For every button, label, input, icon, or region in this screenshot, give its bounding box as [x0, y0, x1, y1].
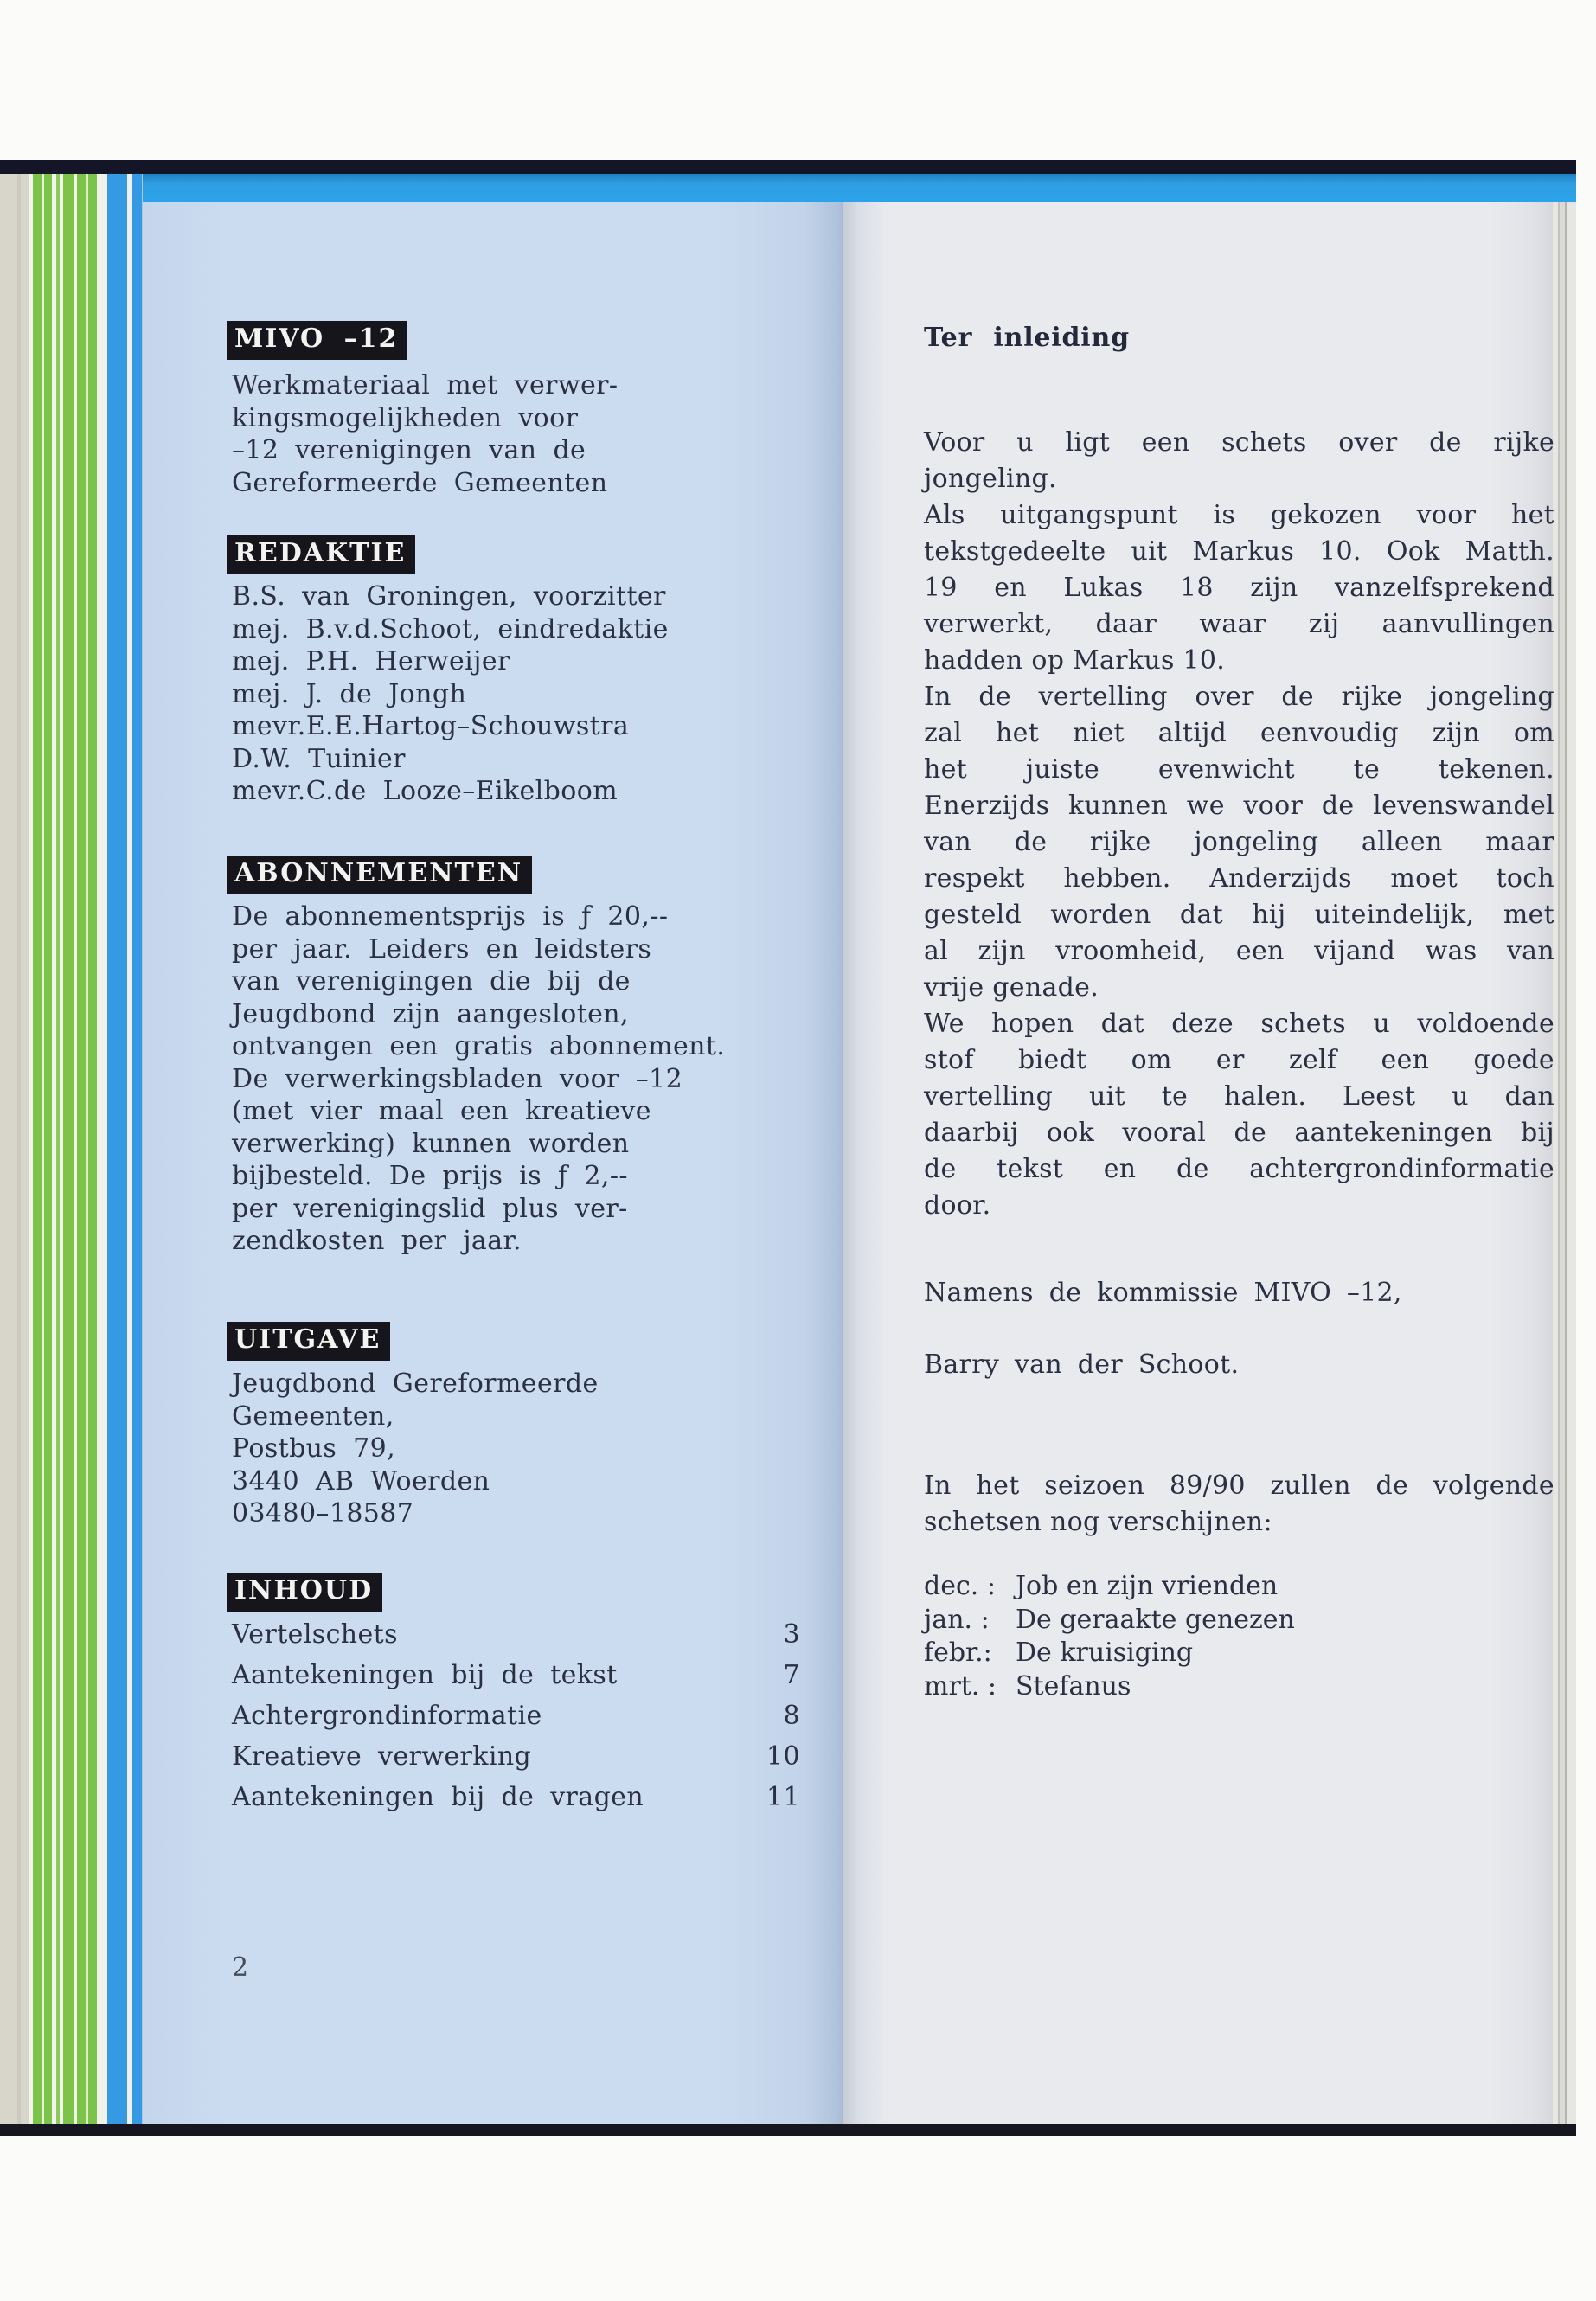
spine-stripes	[0, 174, 143, 2124]
editor-name: D.W. Tuinier	[232, 743, 406, 774]
redaktie-list	[232, 580, 669, 808]
schedule-title: Job en zijn vrienden	[1016, 1571, 1279, 1601]
text-line: de tekst en de achtergrondinformatie	[924, 1154, 1554, 1184]
text-line: ontvangen een gratis abonnement.	[232, 1031, 726, 1061]
mivo-description	[232, 369, 618, 499]
text-line: In de vertelling over de rijke jongeling	[924, 682, 1554, 712]
season-announcement	[924, 1468, 1554, 1541]
editor-name: mej. P.H. Herweijer	[232, 646, 510, 676]
page-number: 2	[232, 1952, 250, 1983]
text-line: In het seizoen 89/90 zullen de volgende	[924, 1471, 1554, 1501]
section-header-mivo: MIVO –12	[227, 321, 407, 360]
editor-name: mevr.E.E.Hartog–Schouwstra	[232, 711, 630, 741]
text-line: Werkmateriaal met verwer-	[232, 370, 619, 401]
toc-page-number: 10	[766, 1741, 800, 1772]
schedule-row	[924, 1570, 1295, 1604]
address-line: 03480–18587	[232, 1498, 414, 1529]
section-header-uitgave: UITGAVE	[227, 1322, 390, 1361]
text-line: Jeugdbond zijn aangesloten,	[232, 998, 629, 1029]
section-header-abonnementen: ABONNEMENTEN	[227, 856, 532, 894]
toc-label: Vertelschets	[232, 1619, 398, 1650]
address-line: 3440 AB Woerden	[232, 1465, 490, 1497]
text-line: schetsen nog verschijnen:	[924, 1507, 1272, 1537]
editor-name: mej. J. de Jongh	[232, 678, 467, 709]
text-line: hadden op Markus 10.	[924, 645, 1226, 676]
text-line: jongeling.	[924, 464, 1057, 494]
schedule-month: febr.:	[924, 1638, 992, 1668]
uitgave-address	[232, 1368, 599, 1530]
schedule-title: Stefanus	[1016, 1670, 1131, 1702]
text-line: Enerzijds kunnen we voor de levenswandel	[924, 791, 1554, 821]
schedule-month: jan. :	[924, 1604, 990, 1635]
text-line: daarbij ook vooral de aantekeningen bij	[924, 1118, 1554, 1148]
book-bottom-edge	[0, 2124, 1576, 2136]
text-line: De verwerkingsbladen voor –12	[232, 1063, 683, 1094]
text-line: door.	[924, 1190, 991, 1221]
text-line: vrije genade.	[924, 972, 1099, 1003]
section-header-inhoud: INHOUD	[227, 1573, 382, 1612]
text-line: (met vier maal een kreatieve	[232, 1096, 651, 1126]
text-line: verwerkt, daar waar zij aanvullingen	[924, 609, 1554, 639]
intro-paragraph-3	[924, 679, 1554, 1006]
toc-label: Achtergrondinformatie	[232, 1701, 542, 1731]
section-header-redaktie: REDAKTIE	[227, 535, 415, 574]
schedule-title: De kruisiging	[1016, 1638, 1194, 1668]
book-page-spread	[0, 160, 1576, 2136]
text-line: stof biedt om er zelf een goede	[924, 1045, 1554, 1075]
toc-page-number: 8	[783, 1701, 800, 1731]
schedule-row	[924, 1637, 1295, 1670]
text-line: 19 en Lukas 18 zijn vanzelfsprekend	[924, 573, 1554, 603]
toc-label: Aantekeningen bij de vragen	[232, 1782, 644, 1812]
address-line: Gemeenten,	[232, 1400, 394, 1432]
toc-page-number: 7	[783, 1660, 800, 1690]
text-line: al zijn vroomheid, een vijand was van	[924, 936, 1554, 966]
schedule-list	[924, 1570, 1295, 1703]
schedule-title: De geraakte genezen	[1016, 1604, 1295, 1635]
toc-row	[232, 1777, 800, 1817]
intro-paragraph-2	[924, 497, 1554, 679]
schedule-row	[924, 1604, 1295, 1638]
book-top-edge	[0, 160, 1576, 174]
text-line: De abonnementsprijs is ƒ 20,--	[232, 901, 669, 932]
cover-blue-band	[143, 174, 1576, 202]
toc-row	[232, 1695, 800, 1736]
text-line: verwerking) kunnen worden	[232, 1128, 630, 1159]
toc-row	[232, 1614, 800, 1655]
address-line: Postbus 79,	[232, 1433, 396, 1464]
schedule-month: mrt. :	[924, 1670, 997, 1702]
intro-paragraph-4	[924, 1006, 1554, 1224]
text-line: zendkosten per jaar.	[232, 1226, 522, 1256]
text-line: per verenigingslid plus ver-	[232, 1193, 628, 1224]
text-line: –12 verenigingen van de	[232, 435, 586, 465]
abonnementen-text	[232, 901, 725, 1258]
text-line: respekt hebben. Anderzijds moet toch	[924, 863, 1554, 894]
schedule-row	[924, 1670, 1295, 1704]
toc-list	[232, 1614, 800, 1817]
text-line: bijbesteld. De prijs is ƒ 2,--	[232, 1161, 628, 1191]
editor-name: B.S. van Groningen, voorzitter	[232, 581, 666, 612]
toc-row	[232, 1655, 800, 1695]
text-line: kingsmogelijkheden voor	[232, 402, 579, 433]
text-line: het juiste evenwicht te tekenen.	[924, 754, 1554, 785]
text-line: We hopen dat deze schets u voldoende	[924, 1009, 1554, 1039]
toc-page-number: 11	[766, 1782, 800, 1812]
text-line: vertelling uit te halen. Leest u dan	[924, 1081, 1554, 1112]
text-line: Gereformeerde Gemeenten	[232, 467, 608, 498]
toc-label: Kreatieve verwerking	[232, 1741, 532, 1772]
toc-row	[232, 1736, 800, 1777]
schedule-month: dec. :	[924, 1571, 996, 1601]
text-line: Voor u ligt een schets over de rijke	[924, 427, 1554, 458]
text-line: van de rijke jongeling alleen maar	[924, 827, 1554, 857]
address-line: Jeugdbond Gereformeerde	[232, 1368, 599, 1399]
text-line: gesteld worden dat hij uiteindelijk, met	[924, 900, 1554, 930]
text-line: van verenigingen die bij de	[232, 966, 631, 997]
toc-page-number: 3	[783, 1619, 800, 1650]
page-edges-right	[1553, 202, 1576, 2124]
page-title: Ter inleiding	[924, 323, 1130, 353]
text-line: zal het niet altijd eenvoudig zijn om	[924, 718, 1554, 748]
text-line: Als uitgangspunt is gekozen voor het	[924, 500, 1554, 530]
closing-committee-line: Namens de kommissie MIVO –12,	[924, 1278, 1402, 1308]
text-line: per jaar. Leiders en leidsters	[232, 933, 652, 965]
editor-name: mevr.C.de Looze–Eikelboom	[232, 776, 619, 806]
closing-signature: Barry van der Schoot.	[924, 1349, 1240, 1380]
text-line: tekstgedeelte uit Markus 10. Ook Matth.	[924, 536, 1554, 567]
toc-label: Aantekeningen bij de tekst	[232, 1660, 618, 1690]
intro-paragraph-1	[924, 425, 1554, 497]
editor-name: mej. B.v.d.Schoot, eindredaktie	[232, 613, 669, 644]
